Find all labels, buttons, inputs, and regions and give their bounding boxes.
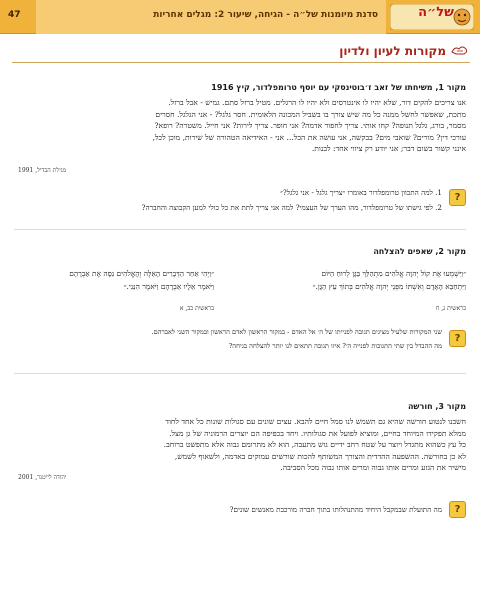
question-mark-icon — [449, 189, 466, 206]
divider — [14, 373, 466, 374]
source3-line: חשבנו לנטוע חורשה שהיא גם תשמש לנו סמל חיים להבא. עצים שונים עם סגולות שונות כל אחד לחוד — [165, 417, 466, 426]
question3-1: מה התועלת שבמקבל היחיד מהתנהלותו בתוך חברה מורכבת מאנשים שונים? — [229, 505, 442, 514]
source1-title: מקור 1, משיחתו של זאב ז׳בוטינסקי עם יוסף טרומפלדור, קיץ 1916 — [211, 83, 466, 92]
source1-citation: מגילת הבדיל, 1991 — [18, 167, 67, 174]
verse-right-line: וַיִּתְחַבֵּא הָאָדָם וְאִשְׁתּוֹ מִפְּנֵי יְהוָה אֱלֹהִים בְּתוֹךְ עֵץ הַגָּן.״ — [312, 282, 466, 291]
question-mark-icon — [449, 330, 466, 347]
verse-left-line: וַיֹּאמֶר אֵלָיו אַבְרָהָם וַיֹּאמֶר הִנֵּנִי.״ — [123, 282, 214, 291]
verse-right — [313, 267, 466, 293]
header-bar — [0, 0, 480, 34]
verse-left-line: ״וַיְהִי אַחַר הַדְּבָרִים הָאֵלֶּה וְהָאֱלֹהִים נִסָּה אֶת אַבְרָהָם — [69, 269, 214, 278]
page-number: 47 — [8, 10, 21, 20]
logo-text: של״ה — [418, 5, 454, 20]
source3-line: כל עץ כשהוא מתגדל ויוצר על שטח רחב ידיים גוש מתעבה, הוא לא מתרומם גבוה אלא מתפשט ברוחב. — [163, 440, 466, 450]
source3-line: ממלא תפקידו המיוחד בחיים, ומוציא לפועל את סגולותיו. ויחד בכפיפה הם יוצרים הרמוניה של גן מצל. — [169, 428, 466, 438]
source1-line: מתכת, שאפשר לחשל ממנה כל מה שיש צורך בו בשביל המכונה הלאומית. חסר גלגל? - אני הגלגל. חסרים — [155, 109, 466, 119]
divider — [14, 229, 466, 230]
verse-left — [69, 267, 214, 293]
source1-line: אנו צריכים להקים דור, שלא יהיו לו אינטרסים ולא יהיו לו הרגלים. מטיל ברזל סתם. גמיש - אבל ברזל. — [168, 98, 466, 107]
question-mark: ? — [454, 504, 461, 515]
verse-right-citation: בראשית ג, ח — [435, 305, 466, 312]
source3-citation: יהודה לייטנר, 2001 — [18, 474, 67, 481]
title-rule — [12, 62, 470, 63]
source2-title: מקור 2, שאפים להצלחה — [373, 247, 466, 256]
hands-icon — [450, 43, 470, 57]
source3-line: לא כן בחורשה. ההשפעה ההדדית והצורך המשותף להכות שורשים עמוקים באדמה, ולשאוף לשמש, — [174, 451, 466, 461]
question-mark: ? — [454, 192, 461, 203]
question2-2: מה ההבדל בין שתי התגובות לפנייה ה׳? איזו תגובה תתאים לנו יותר להצלחה בגיחה? — [228, 342, 442, 350]
question1-2: 2. לפי גישתו של טרומפלדור, מהו הערך של העצמי? למה אני צריך לתת את כל כולי למען הקבוצה והחברה? — [141, 203, 442, 212]
question-mark: ? — [454, 333, 461, 344]
source1-line: אינני קשור בשום דבר; אני יודע רק ציווי אחד: לבנות. — [311, 144, 466, 154]
source3-text — [14, 416, 466, 474]
question-mark-icon — [449, 501, 466, 518]
source1-line: מסמר, בורג, גלגל תנופה? קחו אותי. צריך לחפור אדמה? אני חופר. צריך לירות? אני חייל. משטרה? רופא? — [154, 121, 466, 131]
source1-line: עורכי דין? מורים? שואבי מים? בבקשה, אני עושה את הכל... אני - האידיאה הטהורה של שירות, מוכן לכל, — [152, 132, 466, 142]
verse-left-citation: בראשית כב, א — [179, 305, 214, 312]
verse-right-line: ״וַיִּשְׁמְעוּ אֶת קוֹל יְהוָה אֱלֹהִים מִתְהַלֵּךְ בַּגָּן לְרוּחַ הַיּוֹם — [321, 269, 466, 278]
header-title: סדנת מיומנות של״ה - הגיחה, שיעור 2: מגלים אחריות — [153, 10, 378, 20]
source3-title: מקור 3, חורשה — [407, 402, 466, 411]
question2-1: שני המקורות שלעיל מציגים תגובה לפנייתו של ה׳ אל האדם - במקור הראשון לאדם הראשון ובמקור השני לאברהם. — [151, 328, 442, 336]
section-title: מקורות לעיון ולדיון — [339, 44, 446, 58]
source1-text — [14, 97, 466, 155]
source3-line: מישיר את הגזע ומרים אותו גבוה ומרים אותו גבוה מכל הסביבה. — [280, 463, 466, 473]
question1-1: 1. למה התכוון טרומפלדור באומרו ״צריך גלגל - אני גלגל?״ — [280, 188, 442, 197]
